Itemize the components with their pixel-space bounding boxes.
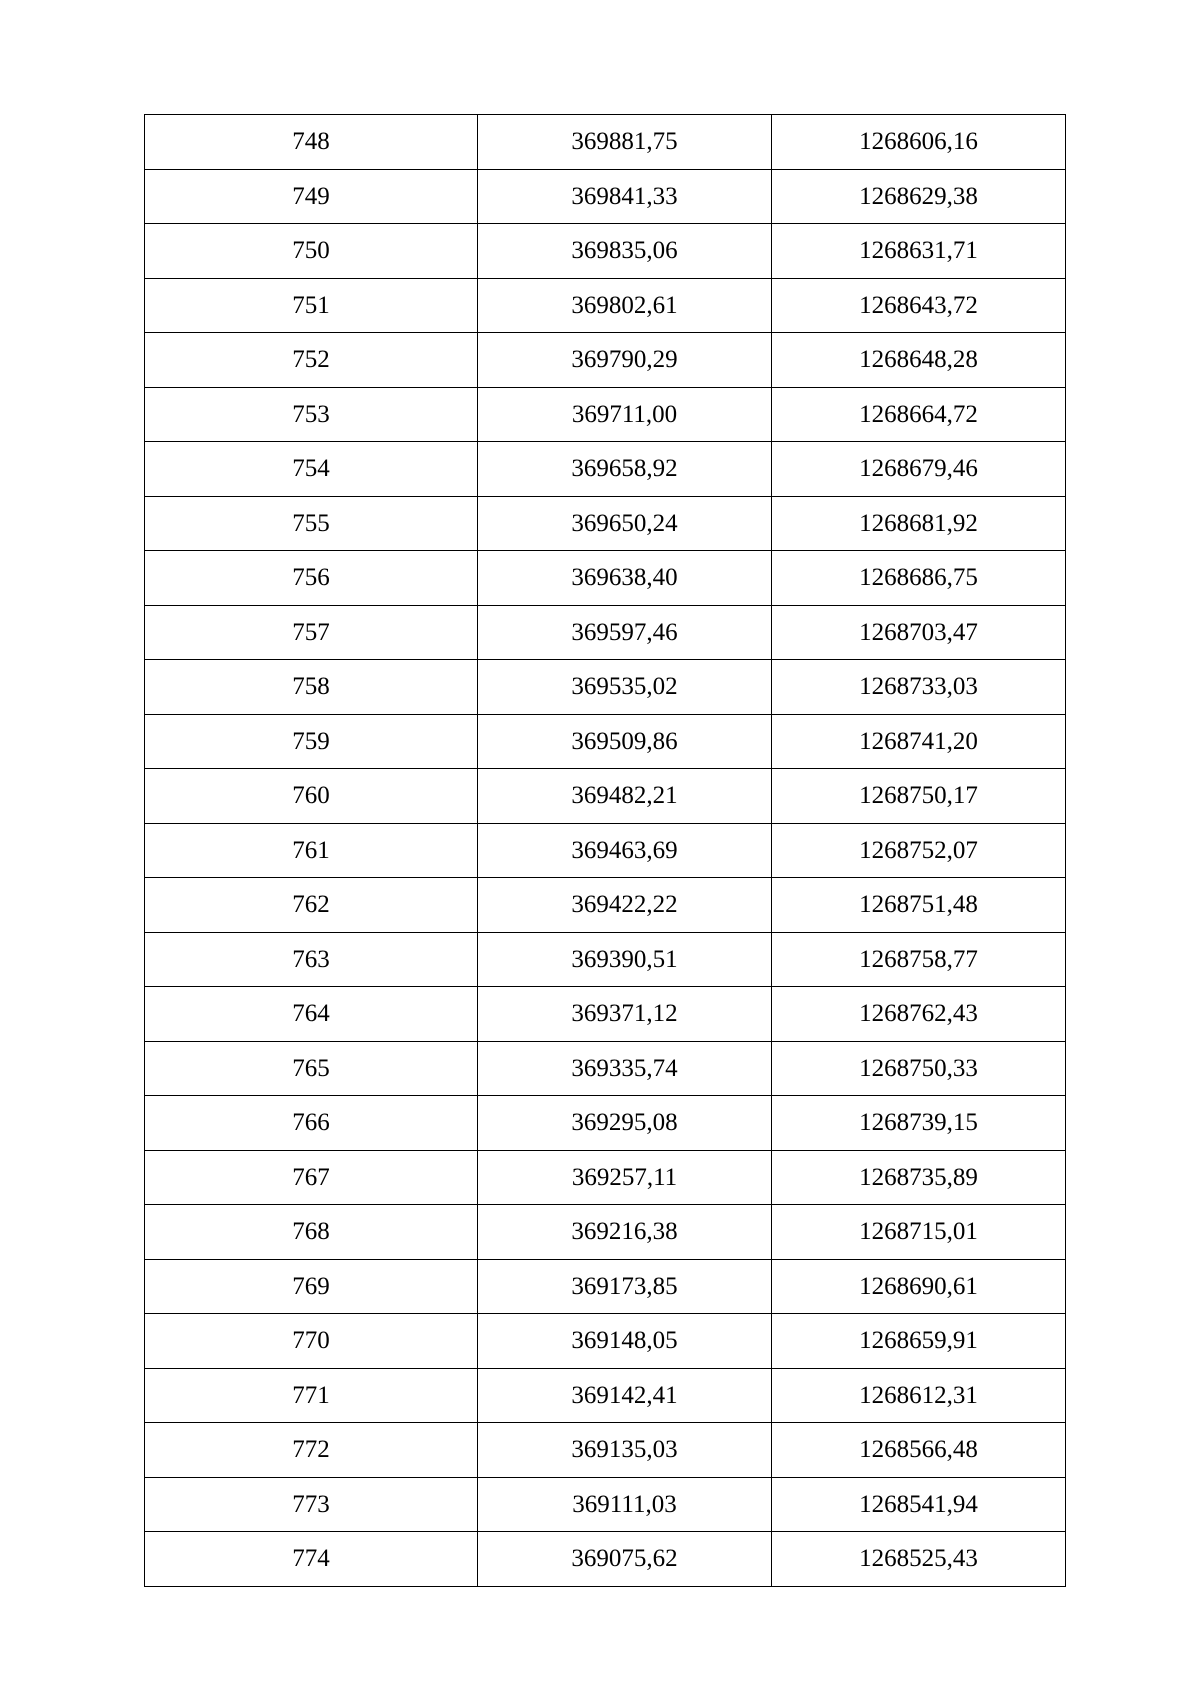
- table-row: [145, 496, 1066, 551]
- y-coordinate-cell: 1268679,46: [772, 442, 1066, 497]
- point-number-cell: 749: [145, 169, 478, 224]
- coordinates-table: [144, 114, 1066, 1587]
- y-coordinate-cell: 1268681,92: [772, 496, 1066, 551]
- x-coordinate-cell: 369835,06: [478, 224, 772, 279]
- y-coordinate-cell: 1268631,71: [772, 224, 1066, 279]
- point-number-cell: 760: [145, 769, 478, 824]
- table-row: [145, 224, 1066, 279]
- x-coordinate-cell: 369650,24: [478, 496, 772, 551]
- table-row: [145, 769, 1066, 824]
- x-coordinate-cell: 369597,46: [478, 605, 772, 660]
- y-coordinate-cell: 1268739,15: [772, 1096, 1066, 1151]
- y-coordinate-cell: 1268659,91: [772, 1314, 1066, 1369]
- x-coordinate-cell: 369463,69: [478, 823, 772, 878]
- x-coordinate-cell: 369535,02: [478, 660, 772, 715]
- y-coordinate-cell: 1268715,01: [772, 1205, 1066, 1260]
- table-row: [145, 1096, 1066, 1151]
- x-coordinate-cell: 369881,75: [478, 115, 772, 170]
- x-coordinate-cell: 369711,00: [478, 387, 772, 442]
- y-coordinate-cell: 1268606,16: [772, 115, 1066, 170]
- point-number-cell: 753: [145, 387, 478, 442]
- table-row: [145, 278, 1066, 333]
- table-row: [145, 169, 1066, 224]
- x-coordinate-cell: 369335,74: [478, 1041, 772, 1096]
- y-coordinate-cell: 1268750,17: [772, 769, 1066, 824]
- x-coordinate-cell: 369142,41: [478, 1368, 772, 1423]
- y-coordinate-cell: 1268733,03: [772, 660, 1066, 715]
- point-number-cell: 764: [145, 987, 478, 1042]
- point-number-cell: 769: [145, 1259, 478, 1314]
- table-row: [145, 660, 1066, 715]
- x-coordinate-cell: 369482,21: [478, 769, 772, 824]
- y-coordinate-cell: 1268690,61: [772, 1259, 1066, 1314]
- point-number-cell: 766: [145, 1096, 478, 1151]
- x-coordinate-cell: 369390,51: [478, 932, 772, 987]
- x-coordinate-cell: 369135,03: [478, 1423, 772, 1478]
- y-coordinate-cell: 1268735,89: [772, 1150, 1066, 1205]
- y-coordinate-cell: 1268762,43: [772, 987, 1066, 1042]
- x-coordinate-cell: 369371,12: [478, 987, 772, 1042]
- table-row: [145, 1477, 1066, 1532]
- table-row: [145, 115, 1066, 170]
- x-coordinate-cell: 369173,85: [478, 1259, 772, 1314]
- x-coordinate-cell: 369295,08: [478, 1096, 772, 1151]
- point-number-cell: 768: [145, 1205, 478, 1260]
- point-number-cell: 756: [145, 551, 478, 606]
- table-row: [145, 823, 1066, 878]
- x-coordinate-cell: 369509,86: [478, 714, 772, 769]
- y-coordinate-cell: 1268752,07: [772, 823, 1066, 878]
- y-coordinate-cell: 1268751,48: [772, 878, 1066, 933]
- table-row: [145, 1150, 1066, 1205]
- table-row: [145, 878, 1066, 933]
- y-coordinate-cell: 1268629,38: [772, 169, 1066, 224]
- point-number-cell: 767: [145, 1150, 478, 1205]
- y-coordinate-cell: 1268686,75: [772, 551, 1066, 606]
- point-number-cell: 752: [145, 333, 478, 388]
- x-coordinate-cell: 369257,11: [478, 1150, 772, 1205]
- table-row: [145, 1368, 1066, 1423]
- y-coordinate-cell: 1268648,28: [772, 333, 1066, 388]
- y-coordinate-cell: 1268643,72: [772, 278, 1066, 333]
- y-coordinate-cell: 1268741,20: [772, 714, 1066, 769]
- y-coordinate-cell: 1268758,77: [772, 932, 1066, 987]
- point-number-cell: 763: [145, 932, 478, 987]
- y-coordinate-cell: 1268703,47: [772, 605, 1066, 660]
- point-number-cell: 762: [145, 878, 478, 933]
- x-coordinate-cell: 369638,40: [478, 551, 772, 606]
- x-coordinate-cell: 369111,03: [478, 1477, 772, 1532]
- x-coordinate-cell: 369422,22: [478, 878, 772, 933]
- table-row: [145, 987, 1066, 1042]
- x-coordinate-cell: 369658,92: [478, 442, 772, 497]
- x-coordinate-cell: 369802,61: [478, 278, 772, 333]
- y-coordinate-cell: 1268750,33: [772, 1041, 1066, 1096]
- point-number-cell: 750: [145, 224, 478, 279]
- point-number-cell: 748: [145, 115, 478, 170]
- point-number-cell: 772: [145, 1423, 478, 1478]
- y-coordinate-cell: 1268566,48: [772, 1423, 1066, 1478]
- table-row: [145, 551, 1066, 606]
- table-row: [145, 333, 1066, 388]
- point-number-cell: 758: [145, 660, 478, 715]
- table-row: [145, 1205, 1066, 1260]
- y-coordinate-cell: 1268525,43: [772, 1532, 1066, 1587]
- point-number-cell: 757: [145, 605, 478, 660]
- table-row: [145, 387, 1066, 442]
- table-row: [145, 1532, 1066, 1587]
- y-coordinate-cell: 1268612,31: [772, 1368, 1066, 1423]
- point-number-cell: 759: [145, 714, 478, 769]
- point-number-cell: 755: [145, 496, 478, 551]
- point-number-cell: 761: [145, 823, 478, 878]
- table-row: [145, 1423, 1066, 1478]
- point-number-cell: 774: [145, 1532, 478, 1587]
- table-row: [145, 714, 1066, 769]
- x-coordinate-cell: 369216,38: [478, 1205, 772, 1260]
- table-row: [145, 605, 1066, 660]
- x-coordinate-cell: 369790,29: [478, 333, 772, 388]
- point-number-cell: 751: [145, 278, 478, 333]
- table-row: [145, 1041, 1066, 1096]
- point-number-cell: 770: [145, 1314, 478, 1369]
- point-number-cell: 765: [145, 1041, 478, 1096]
- point-number-cell: 754: [145, 442, 478, 497]
- table-row: [145, 442, 1066, 497]
- table-row: [145, 932, 1066, 987]
- table-row: [145, 1259, 1066, 1314]
- y-coordinate-cell: 1268664,72: [772, 387, 1066, 442]
- x-coordinate-cell: 369148,05: [478, 1314, 772, 1369]
- x-coordinate-cell: 369841,33: [478, 169, 772, 224]
- y-coordinate-cell: 1268541,94: [772, 1477, 1066, 1532]
- coordinates-table-body: [145, 115, 1066, 1587]
- x-coordinate-cell: 369075,62: [478, 1532, 772, 1587]
- point-number-cell: 771: [145, 1368, 478, 1423]
- table-row: [145, 1314, 1066, 1369]
- point-number-cell: 773: [145, 1477, 478, 1532]
